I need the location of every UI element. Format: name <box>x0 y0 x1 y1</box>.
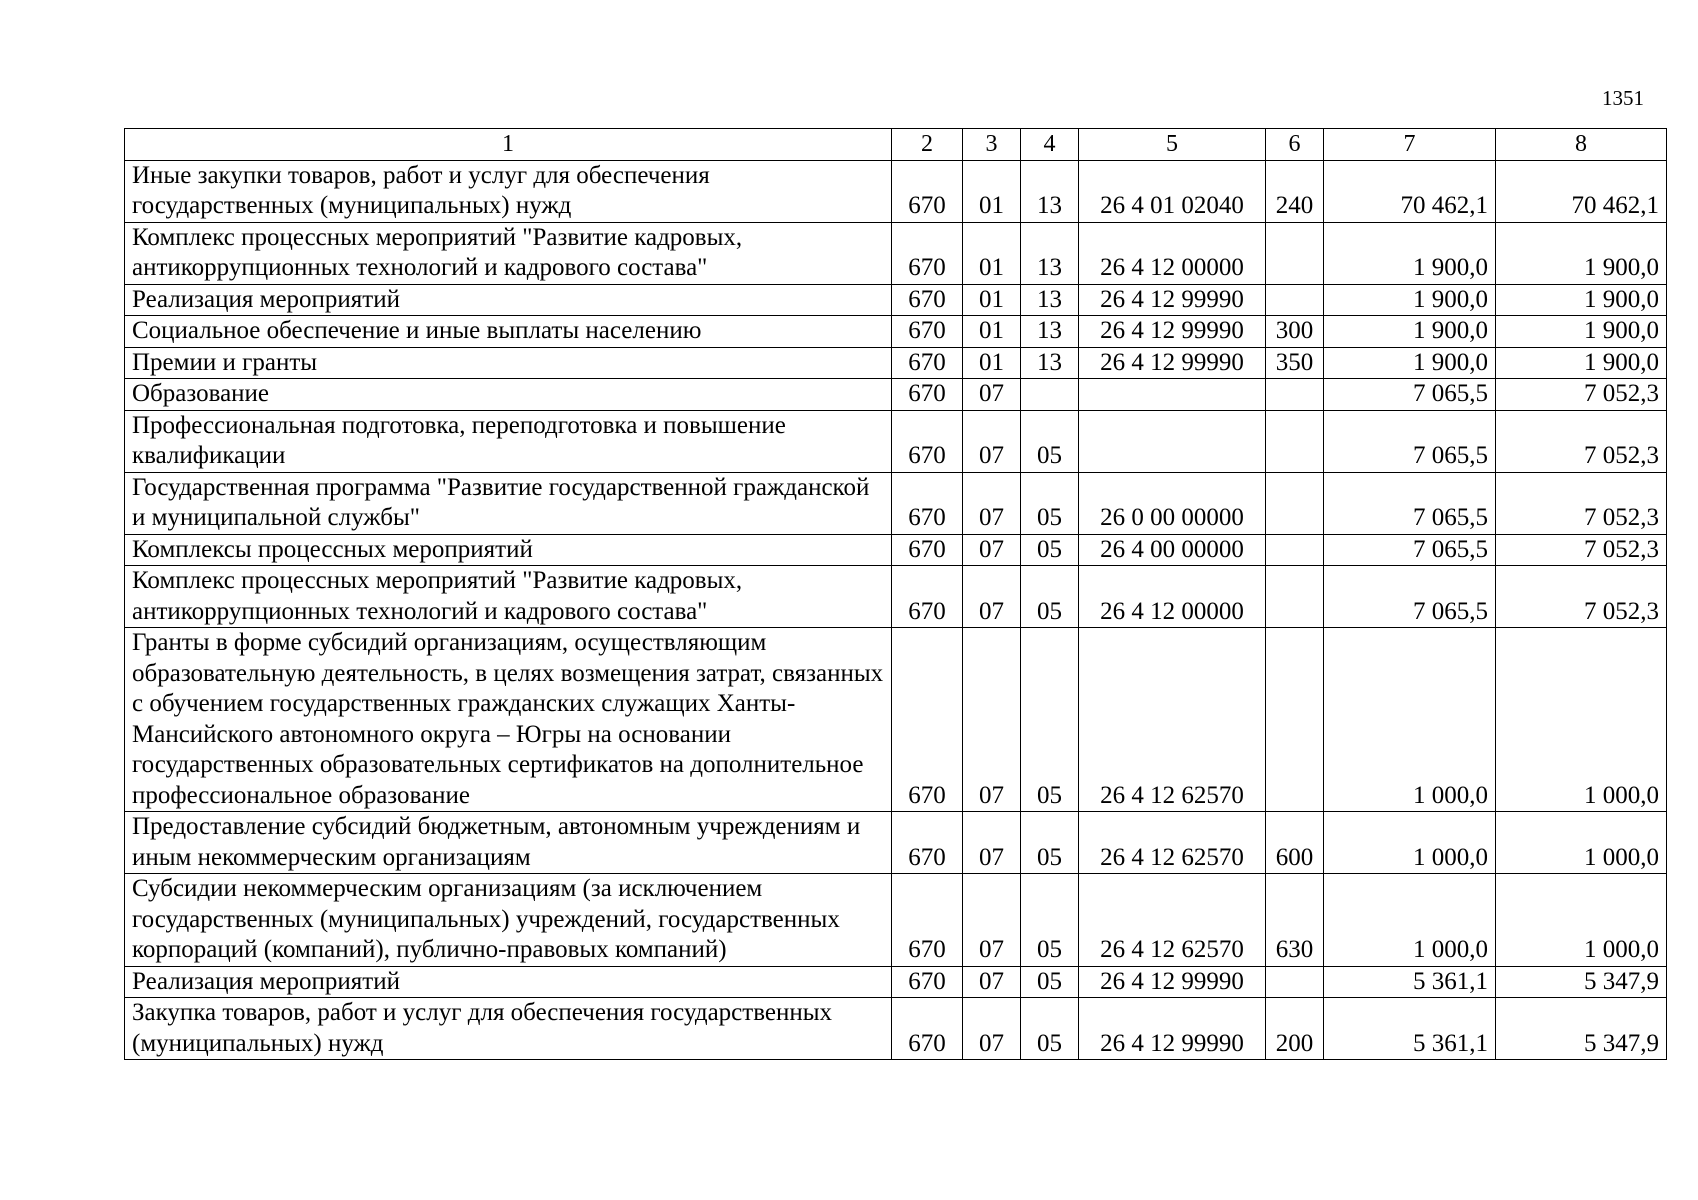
target-article-cell: 26 4 12 99990 <box>1079 316 1266 348</box>
subsection-code-cell: 13 <box>1021 222 1079 284</box>
amount-year2-cell: 7 052,3 <box>1496 379 1667 411</box>
target-article-cell: 26 4 12 99990 <box>1079 347 1266 379</box>
amount-year1-cell: 1 000,0 <box>1324 628 1496 812</box>
amount-year2-cell: 1 900,0 <box>1496 284 1667 316</box>
section-code-cell: 07 <box>963 998 1021 1060</box>
admin-code-cell: 670 <box>892 410 963 472</box>
table-row <box>125 812 1667 874</box>
header-cell-1: 1 <box>125 129 892 161</box>
section-code-cell: 01 <box>963 160 1021 222</box>
item-name-cell: Комплекс процессных мероприятий "Развитие кадровых, антикоррупционных технологий и кадрового состава" <box>125 222 892 284</box>
admin-code-cell: 670 <box>892 316 963 348</box>
amount-year1-cell: 1 000,0 <box>1324 874 1496 967</box>
table-row <box>125 379 1667 411</box>
amount-year1-cell: 5 361,1 <box>1324 966 1496 998</box>
amount-year2-cell: 7 052,3 <box>1496 534 1667 566</box>
amount-year2-cell: 5 347,9 <box>1496 998 1667 1060</box>
amount-year1-cell: 7 065,5 <box>1324 534 1496 566</box>
admin-code-cell: 670 <box>892 874 963 967</box>
section-code-cell: 07 <box>963 534 1021 566</box>
header-row <box>125 129 1667 161</box>
amount-year1-cell: 7 065,5 <box>1324 379 1496 411</box>
amount-year1-cell: 1 900,0 <box>1324 316 1496 348</box>
item-name-cell: Субсидии некоммерческим организациям (за исключением государственных (муниципальных) учреждений, государственных корпораций (компаний), публично-правовых компаний) <box>125 874 892 967</box>
expense-type-cell <box>1266 472 1324 534</box>
header-cell-5: 5 <box>1079 129 1266 161</box>
section-code-cell: 07 <box>963 966 1021 998</box>
section-code-cell: 01 <box>963 316 1021 348</box>
amount-year1-cell: 1 000,0 <box>1324 812 1496 874</box>
target-article-cell: 26 4 12 00000 <box>1079 222 1266 284</box>
table-row <box>125 998 1667 1060</box>
amount-year1-cell: 70 462,1 <box>1324 160 1496 222</box>
item-name-cell: Реализация мероприятий <box>125 966 892 998</box>
amount-year1-cell: 1 900,0 <box>1324 222 1496 284</box>
table-body <box>125 129 1667 1060</box>
target-article-cell: 26 4 12 62570 <box>1079 812 1266 874</box>
header-cell-8: 8 <box>1496 129 1667 161</box>
section-code-cell: 07 <box>963 472 1021 534</box>
header-cell-2: 2 <box>892 129 963 161</box>
item-name-cell: Комплексы процессных мероприятий <box>125 534 892 566</box>
item-name-cell: Закупка товаров, работ и услуг для обеспечения государственных (муниципальных) нужд <box>125 998 892 1060</box>
target-article-cell: 26 4 12 99990 <box>1079 966 1266 998</box>
admin-code-cell: 670 <box>892 628 963 812</box>
table-row <box>125 966 1667 998</box>
expense-type-cell: 240 <box>1266 160 1324 222</box>
table-row <box>125 347 1667 379</box>
item-name-cell: Реализация мероприятий <box>125 284 892 316</box>
item-name-cell: Образование <box>125 379 892 411</box>
header-cell-6: 6 <box>1266 129 1324 161</box>
admin-code-cell: 670 <box>892 284 963 316</box>
subsection-code-cell: 13 <box>1021 284 1079 316</box>
amount-year2-cell: 1 900,0 <box>1496 347 1667 379</box>
section-code-cell: 07 <box>963 874 1021 967</box>
item-name-cell: Премии и гранты <box>125 347 892 379</box>
admin-code-cell: 670 <box>892 812 963 874</box>
table-row <box>125 410 1667 472</box>
expense-type-cell <box>1266 284 1324 316</box>
item-name-cell: Государственная программа "Развитие государственной гражданской и муниципальной службы" <box>125 472 892 534</box>
expense-type-cell <box>1266 534 1324 566</box>
subsection-code-cell: 05 <box>1021 812 1079 874</box>
item-name-cell: Предоставление субсидий бюджетным, автономным учреждениям и иным некоммерческим организациям <box>125 812 892 874</box>
section-code-cell: 01 <box>963 222 1021 284</box>
amount-year2-cell: 1 000,0 <box>1496 628 1667 812</box>
expense-type-cell <box>1266 566 1324 628</box>
section-code-cell: 07 <box>963 566 1021 628</box>
amount-year2-cell: 5 347,9 <box>1496 966 1667 998</box>
item-name-cell: Социальное обеспечение и иные выплаты населению <box>125 316 892 348</box>
target-article-cell: 26 4 12 00000 <box>1079 566 1266 628</box>
admin-code-cell: 670 <box>892 222 963 284</box>
subsection-code-cell <box>1021 379 1079 411</box>
amount-year2-cell: 7 052,3 <box>1496 410 1667 472</box>
item-name-cell: Профессиональная подготовка, переподготовка и повышение квалификации <box>125 410 892 472</box>
amount-year1-cell: 1 900,0 <box>1324 284 1496 316</box>
amount-year2-cell: 1 000,0 <box>1496 812 1667 874</box>
section-code-cell: 07 <box>963 379 1021 411</box>
subsection-code-cell: 05 <box>1021 472 1079 534</box>
item-name-cell: Комплекс процессных мероприятий "Развитие кадровых, антикоррупционных технологий и кадрового состава" <box>125 566 892 628</box>
subsection-code-cell: 05 <box>1021 874 1079 967</box>
amount-year1-cell: 7 065,5 <box>1324 472 1496 534</box>
admin-code-cell: 670 <box>892 534 963 566</box>
expense-type-cell <box>1266 966 1324 998</box>
header-cell-7: 7 <box>1324 129 1496 161</box>
expense-type-cell <box>1266 379 1324 411</box>
expense-type-cell: 350 <box>1266 347 1324 379</box>
section-code-cell: 07 <box>963 812 1021 874</box>
header-cell-4: 4 <box>1021 129 1079 161</box>
target-article-cell: 26 4 12 99990 <box>1079 998 1266 1060</box>
amount-year2-cell: 70 462,1 <box>1496 160 1667 222</box>
table-row <box>125 284 1667 316</box>
item-name-cell: Иные закупки товаров, работ и услуг для обеспечения государственных (муниципальных) нужд <box>125 160 892 222</box>
amount-year1-cell: 7 065,5 <box>1324 566 1496 628</box>
amount-year1-cell: 1 900,0 <box>1324 347 1496 379</box>
table-row <box>125 222 1667 284</box>
target-article-cell <box>1079 410 1266 472</box>
admin-code-cell: 670 <box>892 379 963 411</box>
expense-type-cell <box>1266 628 1324 812</box>
subsection-code-cell: 05 <box>1021 628 1079 812</box>
table-row <box>125 874 1667 967</box>
item-name-cell: Гранты в форме субсидий организациям, осуществляющим образовательную деятельность, в целях возмещения затрат, связанных с обучением государственных гражданских служащих Ханты-Мансийского автономного округа – Югры на основании государственных образовательных сертификатов на дополнительное профессиональное образование <box>125 628 892 812</box>
expense-type-cell: 200 <box>1266 998 1324 1060</box>
amount-year1-cell: 5 361,1 <box>1324 998 1496 1060</box>
section-code-cell: 07 <box>963 410 1021 472</box>
subsection-code-cell: 13 <box>1021 347 1079 379</box>
admin-code-cell: 670 <box>892 347 963 379</box>
target-article-cell: 26 4 12 62570 <box>1079 874 1266 967</box>
target-article-cell: 26 4 12 99990 <box>1079 284 1266 316</box>
amount-year2-cell: 7 052,3 <box>1496 566 1667 628</box>
budget-table <box>124 128 1667 1060</box>
target-article-cell: 26 4 01 02040 <box>1079 160 1266 222</box>
page-number: 1351 <box>1602 86 1644 110</box>
section-code-cell: 01 <box>963 347 1021 379</box>
amount-year2-cell: 1 000,0 <box>1496 874 1667 967</box>
table-row <box>125 472 1667 534</box>
target-article-cell: 26 4 00 00000 <box>1079 534 1266 566</box>
target-article-cell: 26 4 12 62570 <box>1079 628 1266 812</box>
subsection-code-cell: 13 <box>1021 316 1079 348</box>
expense-type-cell <box>1266 410 1324 472</box>
admin-code-cell: 670 <box>892 966 963 998</box>
expense-type-cell: 600 <box>1266 812 1324 874</box>
table-row <box>125 628 1667 812</box>
amount-year2-cell: 1 900,0 <box>1496 222 1667 284</box>
target-article-cell <box>1079 379 1266 411</box>
amount-year2-cell: 7 052,3 <box>1496 472 1667 534</box>
amount-year2-cell: 1 900,0 <box>1496 316 1667 348</box>
section-code-cell: 07 <box>963 628 1021 812</box>
table-row <box>125 566 1667 628</box>
table-row <box>125 534 1667 566</box>
expense-type-cell <box>1266 222 1324 284</box>
expense-type-cell: 300 <box>1266 316 1324 348</box>
admin-code-cell: 670 <box>892 998 963 1060</box>
subsection-code-cell: 05 <box>1021 534 1079 566</box>
amount-year1-cell: 7 065,5 <box>1324 410 1496 472</box>
table-row <box>125 160 1667 222</box>
target-article-cell: 26 0 00 00000 <box>1079 472 1266 534</box>
subsection-code-cell: 05 <box>1021 966 1079 998</box>
subsection-code-cell: 05 <box>1021 410 1079 472</box>
admin-code-cell: 670 <box>892 472 963 534</box>
expense-type-cell: 630 <box>1266 874 1324 967</box>
subsection-code-cell: 13 <box>1021 160 1079 222</box>
section-code-cell: 01 <box>963 284 1021 316</box>
admin-code-cell: 670 <box>892 566 963 628</box>
subsection-code-cell: 05 <box>1021 998 1079 1060</box>
header-cell-3: 3 <box>963 129 1021 161</box>
subsection-code-cell: 05 <box>1021 566 1079 628</box>
admin-code-cell: 670 <box>892 160 963 222</box>
table-row <box>125 316 1667 348</box>
